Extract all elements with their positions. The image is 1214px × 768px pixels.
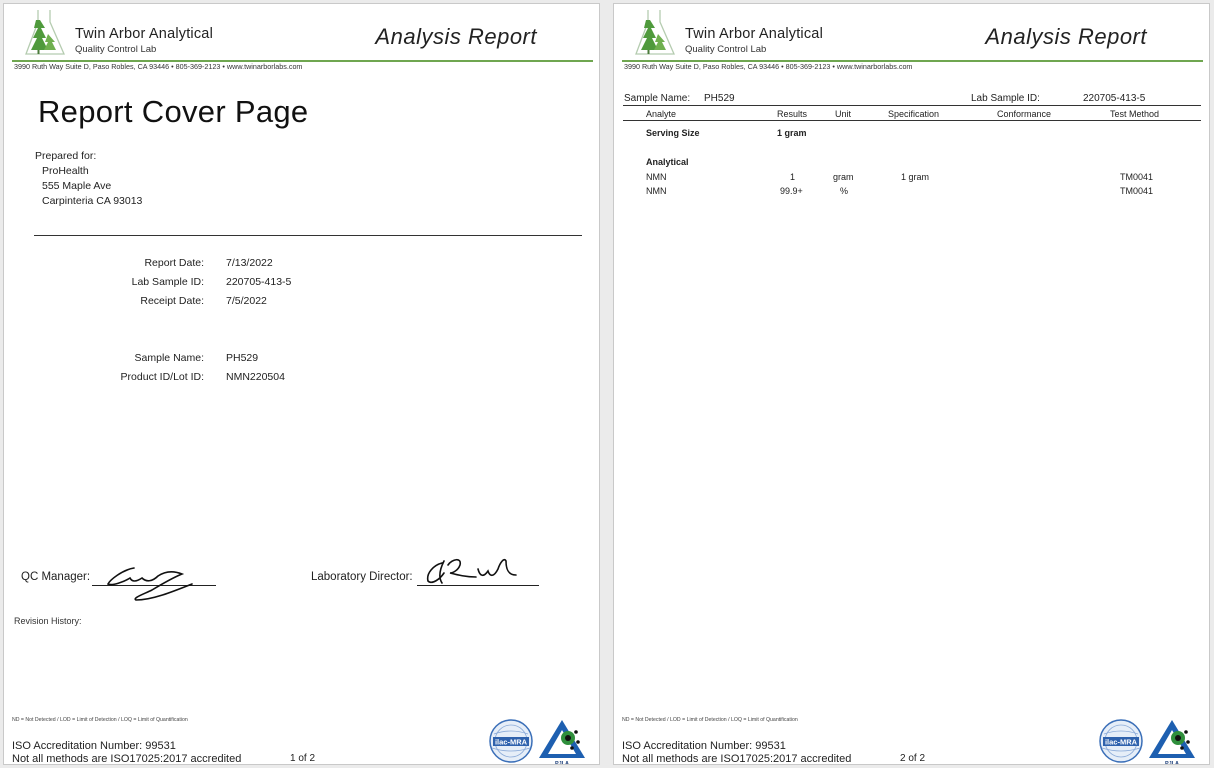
report-date-label: Report Date:: [144, 257, 204, 269]
report-cover-page: [3, 3, 600, 765]
svg-text:ilac-MRA: ilac-MRA: [494, 737, 528, 747]
company-subtitle: Quality Control Lab: [685, 44, 767, 55]
iso-accreditation-note: Not all methods are ISO17025:2017 accredited: [622, 753, 852, 765]
sample-name-label: Sample Name:: [134, 352, 204, 364]
company-name: Twin Arbor Analytical: [75, 26, 213, 42]
results-header-rule: [623, 120, 1201, 121]
sample-name-value: PH529: [226, 352, 259, 364]
report-date-value: 7/13/2022: [226, 257, 273, 269]
client-street: 555 Maple Ave: [42, 180, 112, 192]
client-name: ProHealth: [42, 165, 89, 177]
lab-director-signature: [422, 555, 522, 591]
column-header-conformance: Conformance: [997, 109, 1052, 119]
company-name: Twin Arbor Analytical: [685, 26, 823, 42]
row1-analyte: NMN: [646, 172, 667, 182]
qc-manager-signature: [102, 560, 202, 604]
lab-sample-id-value: 220705-413-5: [226, 276, 292, 288]
cover-title: Report Cover Page: [38, 94, 309, 129]
row1-unit: gram: [833, 172, 854, 182]
row1-test-method: TM0041: [1120, 172, 1154, 182]
revision-history-label: Revision History:: [14, 616, 82, 626]
ilac-mra-logo: [1096, 718, 1146, 764]
document-title: Analysis Report: [985, 24, 1147, 49]
column-header-results: Results: [777, 109, 808, 119]
lab-sample-id-value: 220705-413-5: [1083, 93, 1146, 104]
product-lot-id-label: Product ID/Lot ID:: [120, 371, 204, 383]
company-subtitle: Quality Control Lab: [75, 44, 157, 55]
receipt-date-value: 7/5/2022: [226, 295, 267, 307]
company-address: 3990 Ruth Way Suite D, Paso Robles, CA 93446 • 805-369-2123 • www.twinarborlabs.com: [14, 62, 303, 71]
pjla-logo: [1146, 716, 1198, 765]
row1-specification: 1 gram: [901, 172, 930, 182]
row1-result: 1: [790, 172, 796, 182]
cover-divider: [34, 235, 582, 236]
svg-text:PJLA: PJLA: [1164, 761, 1180, 766]
qc-manager-label: QC Manager:: [21, 571, 91, 583]
column-header-specification: Specification: [888, 109, 940, 119]
tree-flask-logo: [24, 8, 74, 58]
abbreviations-note: ND = Not Detected / LOD = Limit of Detection / LOQ = Limit of Quantification: [12, 717, 188, 723]
product-lot-id-value: NMN220504: [226, 371, 285, 383]
serving-size-value: 1 gram: [777, 128, 807, 138]
page-number: 2 of 2: [900, 753, 926, 764]
row2-result: 99.9+: [780, 186, 803, 196]
sample-name-value: PH529: [704, 93, 735, 104]
iso-accreditation-note: Not all methods are ISO17025:2017 accredited: [12, 753, 242, 765]
sample-name-label: Sample Name:: [624, 93, 691, 104]
lab-sample-id-label: Lab Sample ID:: [131, 276, 204, 288]
column-header-unit: Unit: [835, 109, 852, 119]
iso-accreditation-number: ISO Accreditation Number: 99531: [12, 740, 176, 752]
pjla-logo: [536, 716, 588, 765]
results-top-rule: [623, 105, 1201, 106]
client-city: Carpinteria CA 93013: [42, 195, 143, 207]
iso-accreditation-number: ISO Accreditation Number: 99531: [622, 740, 786, 752]
svg-text:ilac-MRA: ilac-MRA: [1104, 737, 1138, 747]
page-number: 1 of 2: [290, 753, 316, 764]
column-header-analyte: Analyte: [646, 109, 677, 119]
abbreviations-note: ND = Not Detected / LOD = Limit of Detection / LOQ = Limit of Quantification: [622, 717, 798, 723]
row2-unit: %: [840, 186, 849, 196]
serving-size-label: Serving Size: [646, 128, 700, 138]
company-address: 3990 Ruth Way Suite D, Paso Robles, CA 93446 • 805-369-2123 • www.twinarborlabs.com: [624, 62, 913, 71]
lab-director-label: Laboratory Director:: [311, 571, 413, 583]
row2-analyte: NMN: [646, 186, 667, 196]
section-label-analytical: Analytical: [646, 157, 689, 167]
document-title: Analysis Report: [375, 24, 537, 49]
prepared-for-label: Prepared for:: [35, 150, 97, 162]
ilac-mra-logo: [486, 718, 536, 764]
lab-sample-id-label: Lab Sample ID:: [971, 93, 1040, 104]
row2-test-method: TM0041: [1120, 186, 1154, 196]
svg-text:PJLA: PJLA: [554, 761, 570, 766]
receipt-date-label: Receipt Date:: [140, 295, 204, 307]
tree-flask-logo: [634, 8, 684, 58]
column-header-test-method: Test Method: [1110, 109, 1160, 119]
results-page: [613, 3, 1210, 765]
